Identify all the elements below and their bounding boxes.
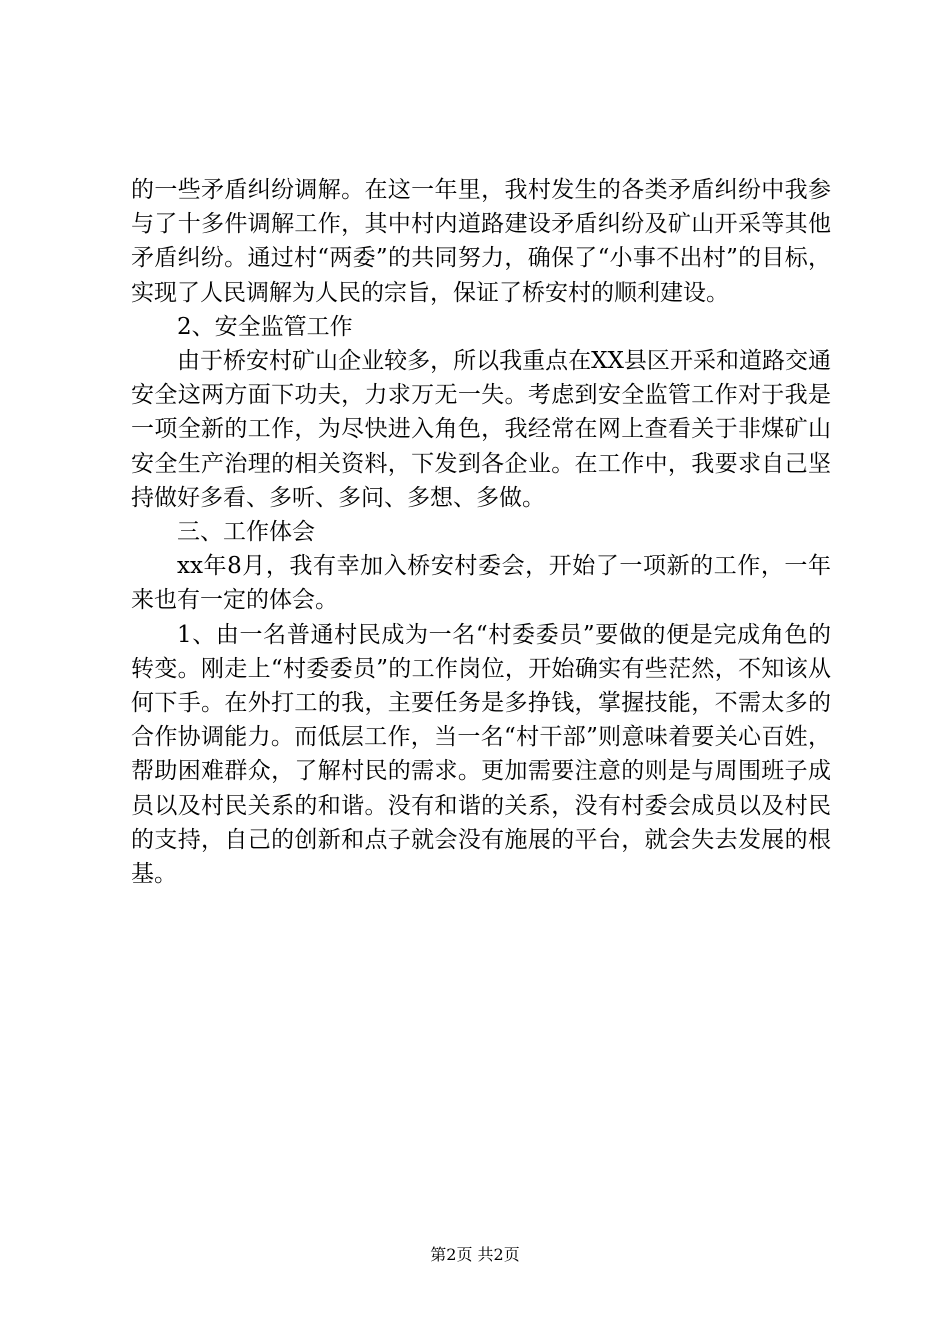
paragraph-safety-supervision: 由于桥安村矿山企业较多，所以我重点在XX县区开采和道路交通安全这两方面下功夫，力求万无一失。考虑到安全监管工作对于我是一项全新的工作，为尽快进入角色，我经常在网上查看关于非煤矿山安全生产治理的相关资料，下发到各企业。在工作中，我要求自己坚持做好多看、多听、多问、多想、多做。 — [131, 348, 831, 511]
paragraph-mediation-summary: 的一些矛盾纠纷调解。在这一年里，我村发生的各类矛盾纠纷中我参与了十多件调解工作，其中村内道路建设矛盾纠纷及矿山开采等其他矛盾纠纷。通过村“两委”的共同努力，确保了“小事不出村”的目标，实现了人民调解为人民的宗旨，保证了桥安村的顺利建设。 — [131, 177, 831, 306]
paragraph-joining-committee: xx年8月，我有幸加入桥安村委会，开始了一项新的工作，一年来也有一定的体会。 — [131, 553, 831, 614]
page-number-footer: 第2页 共2页 — [430, 1245, 520, 1264]
document-body — [131, 173, 831, 891]
heading-work-experience: 三、工作体会 — [177, 519, 315, 546]
heading-safety-supervision: 2、安全监管工作 — [177, 313, 353, 340]
paragraph-role-transition: 1、由一名普通村民成为一名“村委委员”要做的便是完成角色的转变。刚走上“村委委员”的工作岗位，开始确实有些茫然，不知该从何下手。在外打工的我，主要任务是多挣钱，掌握技能，不需太多的合作协调能力。而低层工作，当一名“村干部”则意味着要关心百姓，帮助困难群众，了解村民的需求。更加需要注意的则是与周围班子成员以及村民关系的和谐。没有和谐的关系，没有村委会成员以及村民的支持，自己的创新和点子就会没有施展的平台，就会失去发展的根基。 — [131, 621, 831, 888]
